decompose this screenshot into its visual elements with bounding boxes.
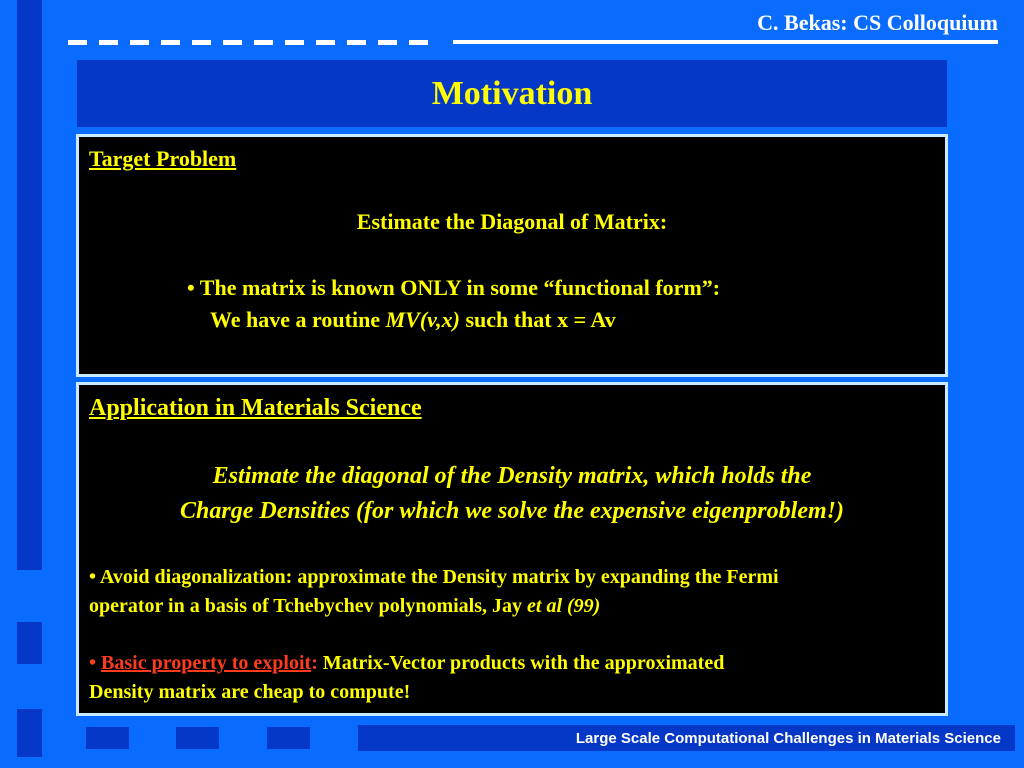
application-bullet2-line2: Density matrix are cheap to compute! [89,681,411,703]
header-dash [316,40,335,45]
application-bullet1-line1: • Avoid diagonalization: approximate the Density matrix by expanding the Fermi [89,566,779,588]
application-italic-line1: Estimate the diagonal of the Density matrix, which holds the [212,463,812,489]
line2-suffix: such that x = Av [459,307,616,332]
footer-text: Large Scale Computational Challenges in Materials Science [575,729,1001,747]
target-problem-line2 [210,307,616,333]
header-author: C. Bekas: CS Colloquium [757,10,998,35]
header-dash [68,40,87,45]
header-dash [192,40,211,45]
header-dash [347,40,366,45]
application-bullet2-line1 [89,652,724,675]
left-decor-square [17,622,42,664]
left-decor-square [17,709,42,757]
bullet2-colon: : [311,652,318,674]
application-bullet1-line2 [89,595,600,618]
header-dash [99,40,118,45]
bullet2-marker: • [89,652,97,674]
bottom-decor-square [267,727,310,749]
bullet2-line1-rest: Matrix-Vector products with the approximated [317,652,725,674]
bottom-decor-square [176,727,219,749]
application-italic-line2: Charge Densities (for which we solve the expensive eigenproblem!) [180,498,844,524]
bullet1-line2-prefix: operator in a basis of Tchebychev polynomials, Jay [89,595,528,617]
bullet2-label: Basic property to exploit [101,652,312,674]
bullet1-citation: et al (99) [527,595,601,617]
header-dash [409,40,428,45]
header-dash [378,40,397,45]
header-dash [130,40,149,45]
target-problem-subtitle: Estimate the Diagonal of Matrix: [356,209,668,234]
header-dash [161,40,180,45]
title-box [77,60,947,127]
footer-bar [358,725,1015,751]
header-dash [223,40,242,45]
line2-routine: MV(v,x) [385,307,460,332]
target-problem-heading: Target Problem [89,146,237,171]
target-problem-bullet: • The matrix is known ONLY in some “functional form”: [187,275,721,300]
line2-prefix: We have a routine [210,307,386,332]
application-heading: Application in Materials Science [89,395,422,421]
target-problem-panel [76,134,948,377]
header-rule [453,40,998,44]
header-dash [285,40,304,45]
header-dash [254,40,273,45]
application-panel [76,382,948,716]
left-decor-bar [17,0,42,570]
slide-title: Motivation [431,74,593,112]
bottom-decor-square [86,727,129,749]
